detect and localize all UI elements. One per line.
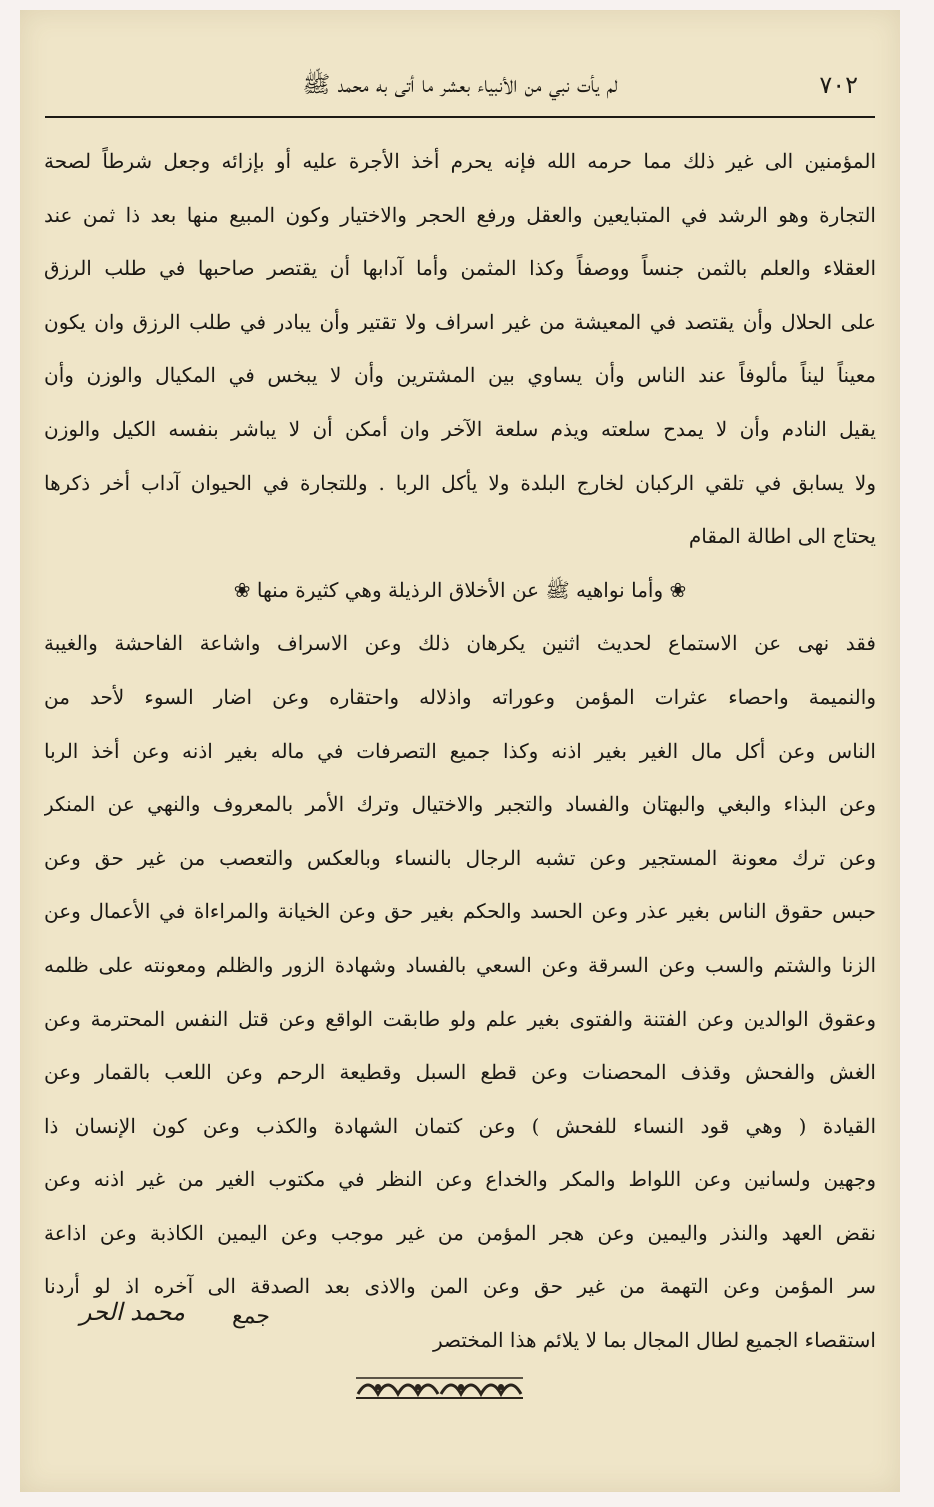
main-text [44, 135, 876, 1368]
text-line: على الحلال وأن يقتصد في المعيشة من غير اسراف ولا تقتير وأن يبادر في طلب الرزق وان يكون [44, 309, 876, 334]
text-line: ولا يسابق في تلقي الركبان لخارج البلدة ولا يأكل الربا . وللتجارة في الحيوان آداب أخر ذكرها [44, 470, 876, 495]
text-line: العقلاء والعلم بالثمن جنساً ووصفاً وكذا المثمن وأما آدابها أن يقتصر صاحبها في طلب الرزق [44, 256, 876, 281]
text-line: حبس حقوق الناس بغير عذر وعن الحسد والحكم بغير حق وعن الخيانة والمراءاة في الأعمال وعن [44, 899, 876, 924]
text-line: فقد نهى عن الاستماع لحديث اثنين يكرهان ذلك وعن الاسراف واشاعة الفاحشة والغيبة [44, 631, 876, 656]
text-line: يحتاج الى اطالة المقام [688, 524, 876, 549]
text-line: التجارة وهو الرشد في المتبايعين والعقل ورفع الحجر والاختيار وكون المبيع منها بعد ذا ثمن عند [44, 202, 876, 227]
text-line: وجهين ولسانين وعن اللواط والمكر والخداع وعن النظر في مكتوب الغير من غير اذنه وعن [44, 1167, 876, 1192]
compiled-by-label: جمع [231, 1304, 270, 1329]
signature-block [20, 1298, 900, 1358]
text-line: وعن البذاء والبغي والبهتان والفساد والتجبر والاختيال وترك الأمر بالمعروف والنهي عن المنكر [44, 792, 876, 817]
text-line: يقيل النادم وأن لا يمدح سلعته ويذم سلعة الآخر وان أمكن أن لا يباشر بنفسه الكيل والوزن [44, 416, 876, 441]
text-line: الزنا والشتم والسب وعن السرقة وعن السعي بالفساد وشهادة الزور والظلم ومعونته على ظلمه [44, 952, 876, 977]
author-signature: محمد الحر [79, 1298, 185, 1326]
text-line: المؤمنين الى غير ذلك مما حرمه الله فإنه يحرم أخذ الأجرة عليه أو بإزائه وجعل شرطاً لصحة [44, 149, 876, 173]
text-line: الناس وعن أكل مال الغير بغير اذنه وكذا جميع التصرفات في ماله بغير اذنه وعن أخذ الربا [44, 738, 876, 763]
text-line: نقض العهد والنذر واليمين وعن هجر المؤمن من غير موجب وعن اليمين الكاذبة وعن اذاعة [44, 1220, 876, 1245]
page-header [20, 68, 900, 102]
section-heading: ❀ وأما نواهيه ﷺ عن الأخلاق الرذيلة وهي كثيرة منها ❀ [233, 577, 687, 602]
header-rule [45, 116, 875, 118]
text-line: القيادة ( وهي قود النساء للفحش ) وعن كتمان الشهادة والكذب وعن كون الإنسان ذا [44, 1113, 876, 1138]
running-title: لم يأت نبي من الأنبياء بعشر ما أتى به محمد ﷺ [302, 72, 618, 98]
text-line: وعن ترك معونة المستجير وعن تشبه الرجال بالنساء وبالعكس والتعصب من غير حق وعن [44, 845, 876, 870]
text-line: معيناً ليناً مألوفاً عند الناس وأن يساوي بين المشترين وأن لا يبخس في المكيال والوزن وأن [44, 363, 876, 388]
end-ornament-icon [352, 1370, 527, 1402]
text-line: استقصاء الجميع لطال المجال بما لا يلائم هذا المختصر [433, 1328, 876, 1353]
text-line: سر المؤمن وعن التهمة من غير حق وعن المن والاذى بعد الصدقة الى آخره اذ لو أردنا [44, 1274, 876, 1299]
text-line: وعقوق الوالدين وعن الفتنة والفتوى بغير علم ولو طابقت الواقع وعن قتل النفس المحترمة وعن [44, 1006, 876, 1031]
book-page [20, 10, 900, 1492]
page-number: ٧٠٢ [819, 71, 858, 99]
text-line: والنميمة واحصاء عثرات المؤمن وعوراته واذلاله واحتقاره وعن اضار السوء لأحد من [44, 684, 876, 709]
text-line: الغش والفحش وقذف المحصنات وعن قطع السبل وقطيعة الرحم وعن اللعب بالقمار وعن [44, 1060, 876, 1085]
